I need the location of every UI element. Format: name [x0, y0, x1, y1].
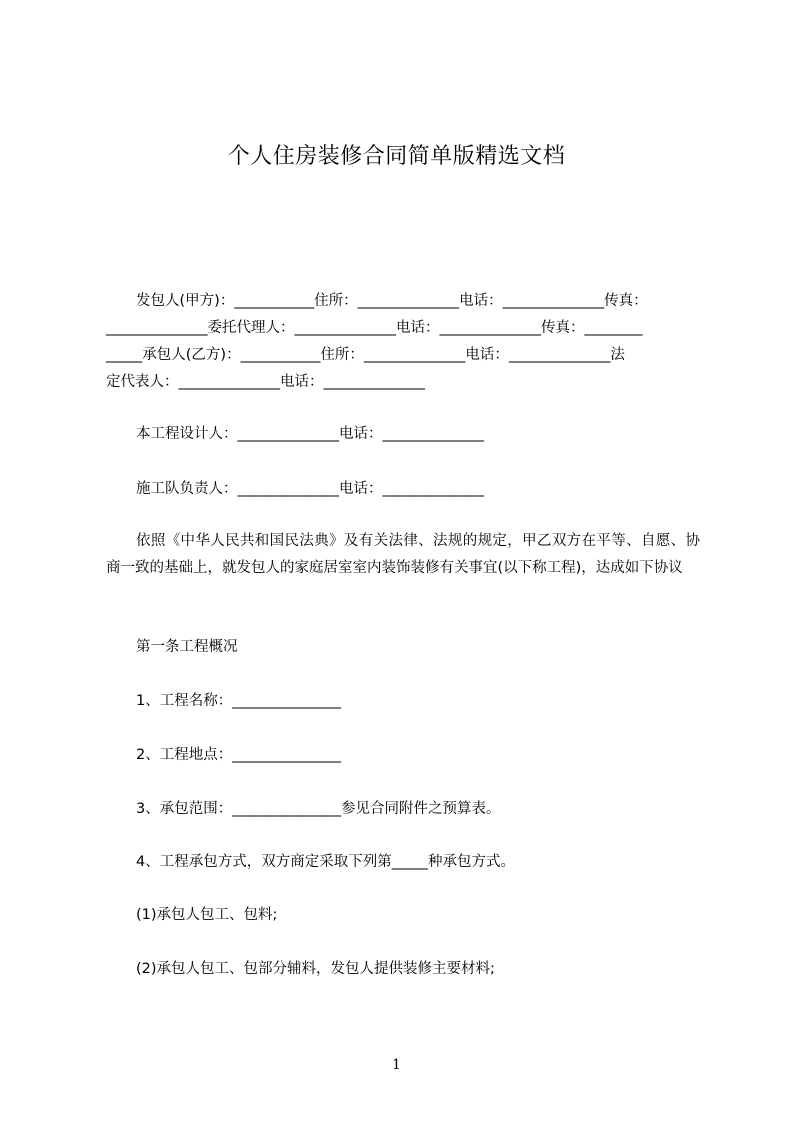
parties-line-1: 发包人(甲方)：___________住所：______________电话：______________传真：	[136, 293, 648, 309]
basis-paragraph: 依照《中华人民共和国民法典》及有关法律、法规的规定，甲乙双方在平等、自愿、协商一致的基础上，就发包人的家庭居室室内装饰装修有关事宜(以下称工程)，达成如下协议	[106, 533, 700, 576]
method-option-1: (1)承包人包工、包料;	[136, 907, 278, 923]
contract-scope-line: 3、承包范围：_______________参见合同附件之预算表。	[136, 801, 501, 817]
contract-method-line: 4、工程承包方式，双方商定采取下列第_____种承包方式。	[136, 854, 515, 870]
team-leader-line: 施工队负责人：______________电话：______________	[136, 481, 484, 497]
document-title: 个人住房装修合同简单版精选文档	[227, 144, 566, 169]
article-1-heading: 第一条工程概况	[136, 639, 238, 655]
parties-line-4: 定代表人：______________电话：______________	[106, 374, 425, 390]
project-name-line: 1、工程名称：_______________	[136, 693, 341, 709]
project-location-line: 2、工程地点：_______________	[136, 747, 341, 763]
parties-line-2: ______________委托代理人：______________电话：______________传真：________	[106, 320, 643, 336]
method-option-2: (2)承包人包工、包部分辅料，发包人提供装修主要材料;	[136, 961, 495, 977]
designer-line: 本工程设计人：______________电话：______________	[136, 426, 484, 442]
page-number: 1	[392, 1057, 401, 1073]
parties-line-3: _____承包人(乙方)：___________住所：______________电话：______________法	[106, 347, 625, 363]
